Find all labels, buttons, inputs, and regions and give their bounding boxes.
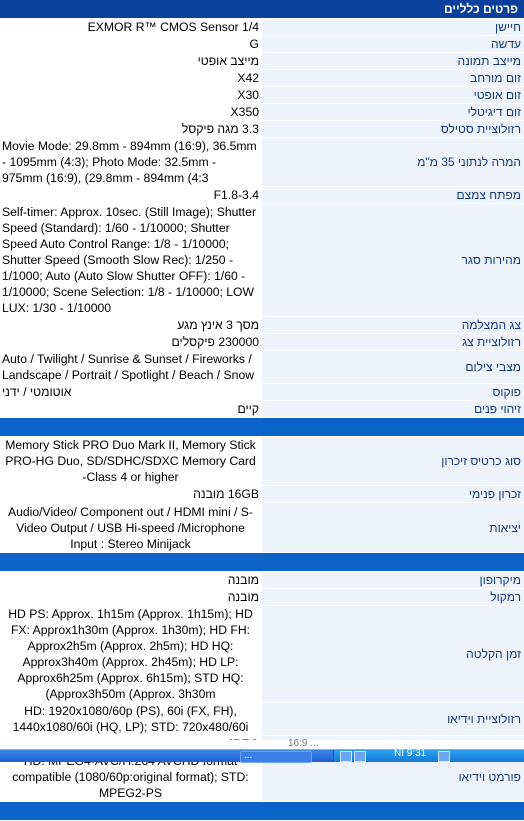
taskbar-window-label: ... bbox=[244, 750, 253, 761]
spec-value: Self-timer: Approx. 10sec. (Still Image); Shutter Speed (Standard): 1/60 - 1/10000; Shutter Speed Auto Control Range: 1/8 - 1/10000; Shutter Speed (Smooth Slow Rec): 1/250 - 1/1000; Auto (Auto Slow Shutter OFF): 1/60 - 1/10000; Scene Selection: 1/8 - 1/10000; LOW LUX: 1/30 - 1/10000 bbox=[0, 204, 262, 317]
spec-row bbox=[0, 572, 524, 589]
spec-value: 230000 פיקסלים bbox=[0, 334, 262, 351]
spec-label: זום דיגיטלי bbox=[262, 104, 524, 121]
spec-label: רזולוציית סטילס bbox=[262, 121, 524, 138]
section-separator bbox=[0, 802, 524, 821]
spec-row bbox=[0, 606, 524, 703]
spec-value: קיים bbox=[0, 401, 262, 418]
spec-label: צג המצלמה bbox=[262, 317, 524, 334]
partial-row-text: 16:9 ... bbox=[288, 738, 319, 749]
section-title: פרטים כלליים bbox=[0, 0, 524, 19]
spec-value: F1.8-3.4 bbox=[0, 187, 262, 204]
spec-row bbox=[0, 138, 524, 187]
spec-value: X30 bbox=[0, 87, 262, 104]
spec-row bbox=[0, 351, 524, 384]
spec-value: HD: 1920x1080/60p (PS), 60i (FX, FH), 1440x1080/60i (HQ, LP); STD: 720x480/60i bbox=[0, 703, 262, 736]
network-icon[interactable] bbox=[354, 751, 366, 762]
spec-value: X350 bbox=[0, 104, 262, 121]
spec-label: רזולוציית צג bbox=[262, 334, 524, 351]
spec-label: המרה לנתוני 35 מ"מ bbox=[262, 138, 524, 187]
spec-row bbox=[0, 19, 524, 36]
spec-value: HD PS: Approx. 1h15m (Approx. 1h15m); HD FX: Approx1h30m (Approx. 1h30m); HD FH: Approx2h5m (Approx. 2h5m); HD HQ: Approx3h40m (Approx. 2h45m); HD LP: Approx6h25m (Approx. 6h15m); STD HQ: (Approx3h50m (Approx. 3h30m bbox=[0, 606, 262, 703]
spec-label: מפתח צמצם bbox=[262, 187, 524, 204]
spec-label: עדשה bbox=[262, 36, 524, 53]
spec-label: סוג כרטיס זיכרון bbox=[262, 437, 524, 486]
spec-row bbox=[0, 486, 524, 503]
spec-row bbox=[0, 334, 524, 351]
spec-value: Memory Stick PRO Duo Mark II, Memory Stick PRO-HG Duo, SD/SDHC/SDXC Memory Card -Class 4 or higher bbox=[0, 437, 262, 486]
spec-label: זום מורחב bbox=[262, 70, 524, 87]
spec-value: Movie Mode: 29.8mm - 894mm (16:9), 36.5mm - 1095mm (4:3); Photo Mode: 32.5mm - 975mm (16:9), (29.8mm - 894mm (4:3 bbox=[0, 138, 262, 187]
spec-value: X42 bbox=[0, 70, 262, 87]
spec-row bbox=[0, 503, 524, 553]
spec-row bbox=[0, 36, 524, 53]
taskbar-window-button[interactable] bbox=[240, 751, 312, 763]
spec-label: מצבי צילום bbox=[262, 351, 524, 384]
spec-value: מובנה bbox=[0, 572, 262, 589]
spec-row bbox=[0, 401, 524, 418]
spec-row bbox=[0, 87, 524, 104]
spec-label: מייצב תמונה bbox=[262, 53, 524, 70]
spec-label: רמקול bbox=[262, 589, 524, 606]
spec-label: זמן הקלטה bbox=[262, 606, 524, 703]
spec-row bbox=[0, 317, 524, 334]
section-header-general bbox=[0, 0, 524, 19]
spec-value: מייצב אופטי bbox=[0, 53, 262, 70]
spec-row bbox=[0, 187, 524, 204]
spec-row bbox=[0, 703, 524, 736]
windows-taskbar[interactable] bbox=[0, 749, 524, 762]
spec-label: מהירות סגר bbox=[262, 204, 524, 317]
spec-row bbox=[0, 53, 524, 70]
section-separator bbox=[0, 418, 524, 437]
spec-row bbox=[0, 437, 524, 486]
spec-value: Audio/Video/ Component out / HDMI mini / S-Video Output / USB Hi-speed /Microphone Input : Stereo Minijack bbox=[0, 503, 262, 553]
spec-label: פוקוס bbox=[262, 384, 524, 401]
spec-row bbox=[0, 204, 524, 317]
spec-value: EXMOR R™ CMOS Sensor 1/4 bbox=[0, 19, 262, 36]
spec-row bbox=[0, 104, 524, 121]
spec-label: מיקרופון bbox=[262, 572, 524, 589]
language-icon[interactable] bbox=[340, 751, 352, 762]
spec-label: פורמט וידיאו bbox=[262, 753, 524, 802]
spec-value: Auto / Twilight / Sunrise & Sunset / Fireworks / Landscape / Portrait / Spotlight / Beach / Snow bbox=[0, 351, 262, 384]
spec-value: מסך 3 אינץ מגע bbox=[0, 317, 262, 334]
spec-row bbox=[0, 589, 524, 606]
spec-value: G bbox=[0, 36, 262, 53]
spec-label: רזולוציית וידיאו bbox=[262, 703, 524, 736]
partial-row-cut-off bbox=[0, 740, 524, 749]
volume-icon[interactable] bbox=[438, 751, 450, 762]
spec-label: יציאות bbox=[262, 503, 524, 553]
spec-value: compatible (1080/60p:original format); STD: MPEG2-PS bbox=[0, 753, 262, 802]
spec-row bbox=[0, 121, 524, 138]
spec-value: מובנה bbox=[0, 589, 262, 606]
spec-row bbox=[0, 384, 524, 401]
section-separator bbox=[0, 553, 524, 572]
spec-value: אוטומטי / ידני bbox=[0, 384, 262, 401]
tray-clock[interactable]: NI 9:31 bbox=[394, 748, 427, 759]
spec-value: 16GB מובנה bbox=[0, 486, 262, 503]
spec-row bbox=[0, 70, 524, 87]
spec-label: זכרון פנימי bbox=[262, 486, 524, 503]
spec-label: חיישן bbox=[262, 19, 524, 36]
system-tray[interactable] bbox=[333, 750, 524, 762]
spec-label: זיהוי פנים bbox=[262, 401, 524, 418]
spec-value: 3.3 מגה פיקסל bbox=[0, 121, 262, 138]
spec-label: זום אופטי bbox=[262, 87, 524, 104]
